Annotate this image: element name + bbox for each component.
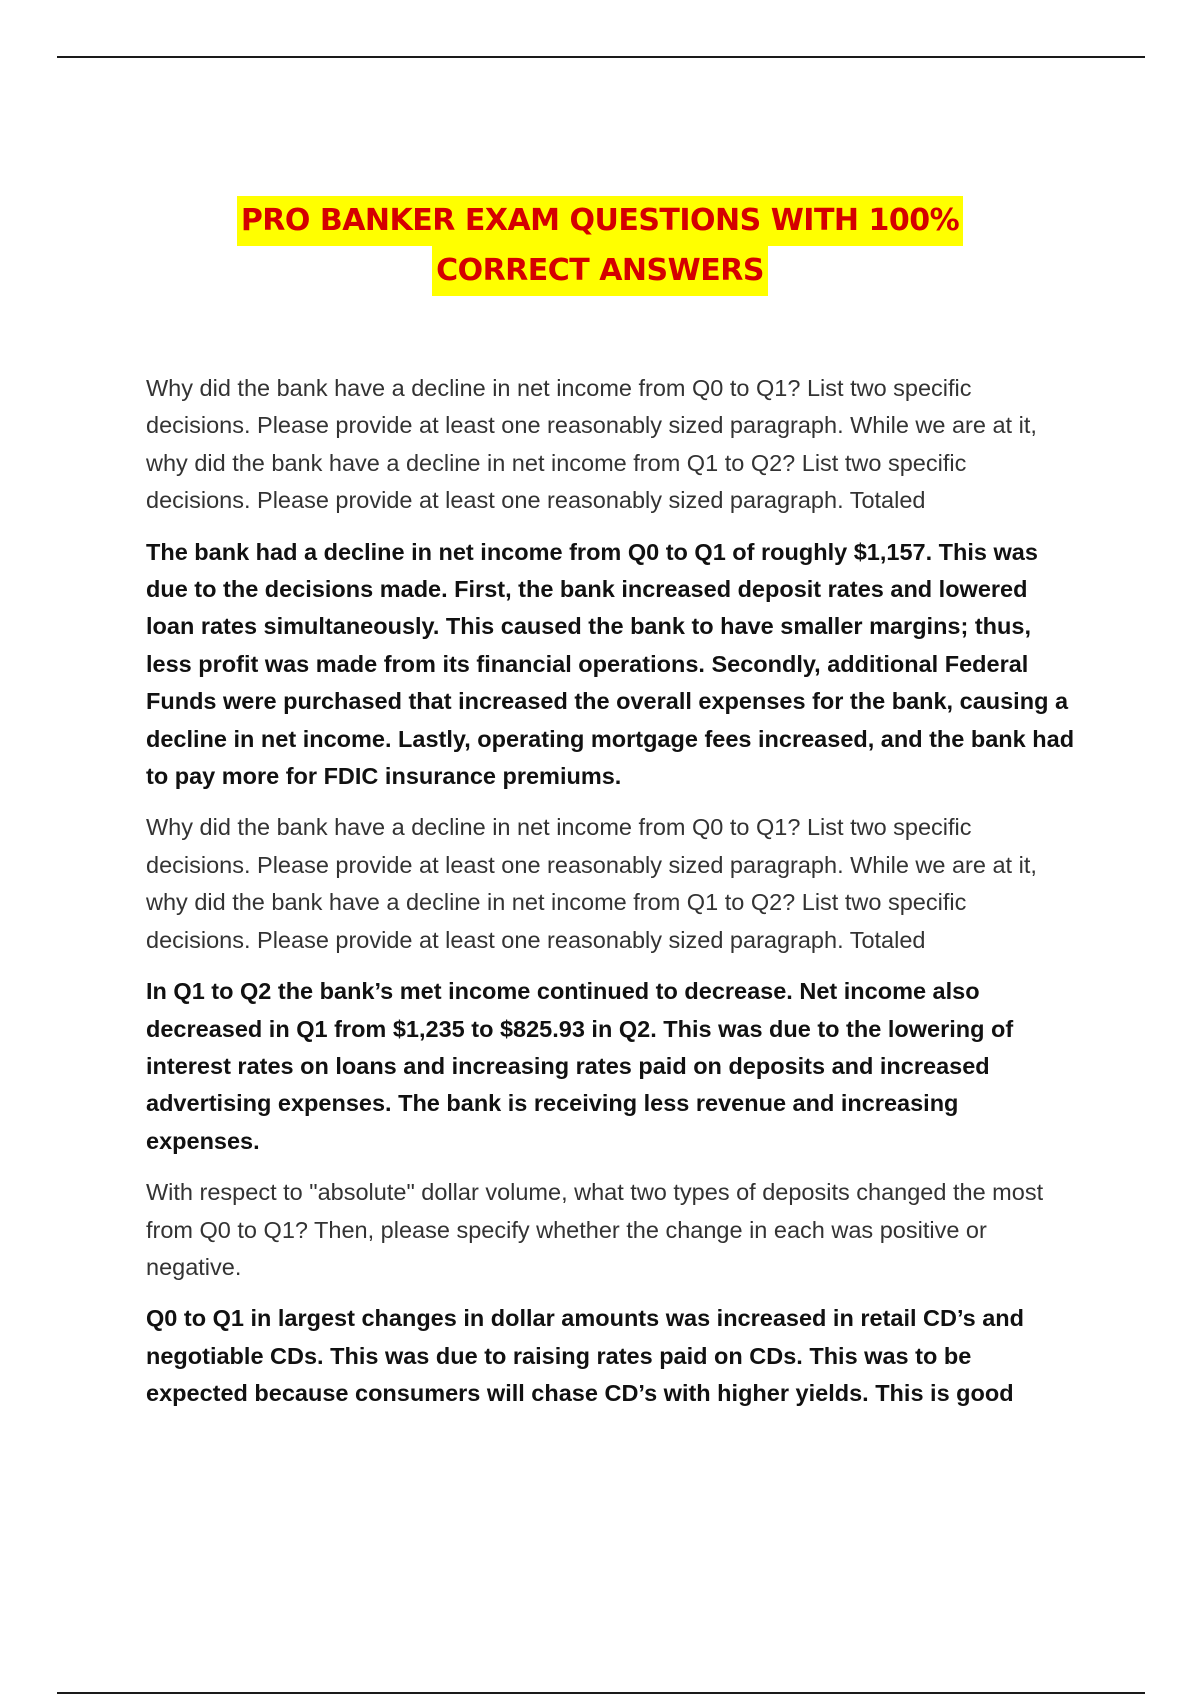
title-line-2: CORRECT ANSWERS	[432, 246, 768, 296]
question-paragraph: Why did the bank have a decline in net income from Q0 to Q1? List two specific decisions. Please provide at least one reasonably sized paragraph. While we are at it, why did the bank have a decline in net income from Q1 to Q2? List two specific decisions. Please provide at least one reasonably sized paragraph. Totaled	[146, 375, 1037, 514]
bottom-rule	[57, 1692, 1145, 1694]
answer-paragraph: The bank had a decline in net income from Q0 to Q1 of roughly $1,157. This was due to the decisions made. First, the bank increased deposit rates and lowered loan rates simultaneously. This caused the bank to have smaller margins; thus, less profit was made from its financial operations. Secondly, additional Federal Funds were purchased that increased the overall expenses for the bank, causing a decline in net income. Lastly, operating mortgage fees increased, and the bank had to pay more for FDIC insurance premiums.	[146, 538, 1075, 790]
question-paragraph: With respect to "absolute" dollar volume, what two types of deposits changed the most from Q0 to Q1? Then, please specify whether the change in each was positive or negative.	[146, 1179, 1044, 1280]
question-paragraph: Why did the bank have a decline in net income from Q0 to Q1? List two specific decisions. Please provide at least one reasonably sized paragraph. While we are at it, why did the bank have a decline in net income from Q1 to Q2? List two specific decisions. Please provide at least one reasonably sized paragraph. Totaled	[146, 814, 1037, 953]
document-title	[0, 196, 1200, 296]
top-rule	[57, 56, 1145, 58]
document-body	[146, 370, 1076, 1427]
title-line-1: PRO BANKER EXAM QUESTIONS WITH 100%	[237, 196, 963, 246]
answer-paragraph: Q0 to Q1 in largest changes in dollar amounts was increased in retail CD’s and negotiable CDs. This was due to raising rates paid on CDs. This was to be expected because consumers will chase CD’s with higher yields. This is good	[146, 1305, 1025, 1407]
answer-paragraph: In Q1 to Q2 the bank’s met income continued to decrease. Net income also decreased in Q1 from $1,235 to $825.93 in Q2. This was due to the lowering of interest rates on loans and increasing rates paid on deposits and increased advertising expenses. The bank is receiving less revenue and increasing expenses.	[146, 978, 1014, 1154]
